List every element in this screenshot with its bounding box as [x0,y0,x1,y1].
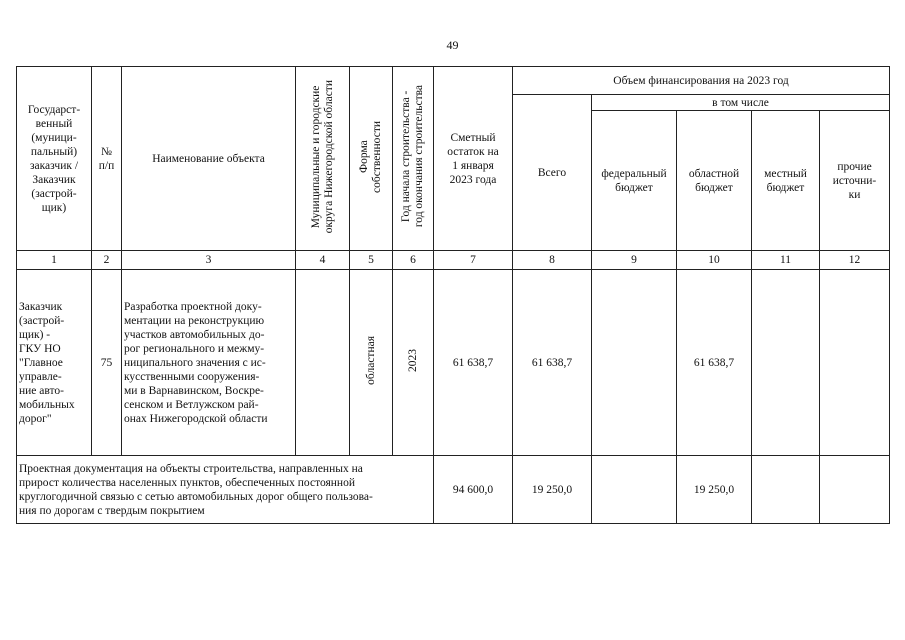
text-line: областной [688,167,740,180]
text-line: ГКУ НО [19,342,61,355]
col-number: 7 [434,251,513,270]
text-line: кусственными сооружения- [124,370,260,383]
text-line: ки [848,188,861,201]
col-number: 3 [122,251,296,270]
summary-estimate: 94 600,0 [434,456,513,524]
text-line: Проектная документация на объекты строительства, направленных на [19,462,363,475]
text-line: круглогодичной связью с сетью автомобильных дорог общего пользова- [19,490,373,503]
row-total: 61 638,7 [513,270,592,456]
header-ownership [350,67,393,251]
text-line: ние авто- [19,384,64,397]
header-object-name: Наименование объекта [122,67,296,251]
header-total: Всего [513,95,592,251]
text-line: щик) - [19,328,51,341]
text-line: Сметный [450,131,496,144]
table-row [17,270,890,456]
summary-regional: 19 250,0 [677,456,752,524]
text-line: венный [35,117,73,130]
text-line: 2023 года [449,173,497,186]
text-line: собственности [371,120,383,193]
header-customer [17,67,92,251]
col-number: 9 [592,251,677,270]
header-including: в том числе [592,95,890,111]
text-line: мобильных [19,398,75,411]
text-line: Государст- [27,103,81,116]
col-number: 2 [92,251,122,270]
col-number: 5 [350,251,393,270]
text-line: ния по дорогам с твердым покрытием [19,504,205,517]
col-number: 11 [752,251,820,270]
page-number: 49 [446,38,459,52]
text-line: Заказчик [32,173,76,186]
text-line: (застрой- [31,187,77,200]
text-line: Разработка проектной доку- [124,300,262,313]
text-line: бюджет [695,181,733,194]
row-year: 2023 [393,270,434,456]
row-estimate: 61 638,7 [434,270,513,456]
text-line: (муници- [31,131,77,144]
header-financing: Объем финансирования на 2023 год [513,67,890,95]
text-line: "Главное [19,356,63,369]
text-line: источни- [832,174,877,187]
text-line: округа Нижегородской области [322,79,335,234]
summary-local [752,456,820,524]
row-other [820,270,890,456]
summary-row [17,456,890,524]
row-customer [17,270,92,456]
financing-table [16,66,890,524]
text-line: онах Нижегородской области [124,412,268,425]
text-line: рог регионального и межму- [124,342,265,355]
text-line: местный [764,167,807,180]
text-line: дорог" [19,412,52,425]
text-line: прочие [837,160,872,173]
text-line: прирост количества населенных пунктов, обеспеченных постоянной [19,476,355,489]
text-line: сенском и Ветлужском рай- [124,398,259,411]
text-line: бюджет [766,181,805,194]
col-number: 6 [393,251,434,270]
header-num [92,67,122,251]
text-line: заказчик / [29,159,79,172]
summary-federal [592,456,677,524]
col-number: 8 [513,251,592,270]
text-line: Муниципальные и городские [309,85,322,228]
col-number: 12 [820,251,890,270]
text-line: управле- [19,370,62,383]
header-regional [677,111,752,251]
row-object [122,270,296,456]
text-line: федеральный [601,167,667,180]
text-line: пальный) [30,145,78,158]
row-local [752,270,820,456]
col-number: 1 [17,251,92,270]
header-local [752,111,820,251]
row-ownership: областная [350,270,393,456]
header-federal [592,111,677,251]
text-line: остаток на [447,145,499,158]
text-line: щик) [41,201,67,214]
text-line: ниципального значения с ис- [124,356,266,369]
row-municipality [296,270,350,456]
header-other [820,111,890,251]
text-line: № [101,145,112,158]
row-federal [592,270,677,456]
col-number: 4 [296,251,350,270]
text-line: (застрой- [19,314,65,327]
summary-other [820,456,890,524]
column-numbers-row [17,251,890,270]
text-line: Год начала строительства - [400,90,412,223]
text-line: ми в Варнавинском, Воскре- [124,384,264,397]
header-estimate [434,67,513,251]
text-line: участков автомобильных до- [124,328,265,341]
row-num: 75 [92,270,122,456]
text-line: бюджет [615,181,653,194]
text-line: Заказчик [19,300,63,313]
text-line: п/п [98,159,115,172]
row-regional: 61 638,7 [677,270,752,456]
text-line: 1 января [452,159,494,172]
summary-total: 19 250,0 [513,456,592,524]
text-line: год окончания строительства [413,85,425,228]
header-municipality [296,67,350,251]
summary-text [17,456,434,524]
col-number: 10 [677,251,752,270]
text-line: Форма [358,140,370,173]
header-years [393,67,434,251]
text-line: ментации на реконструкцию [124,314,265,327]
